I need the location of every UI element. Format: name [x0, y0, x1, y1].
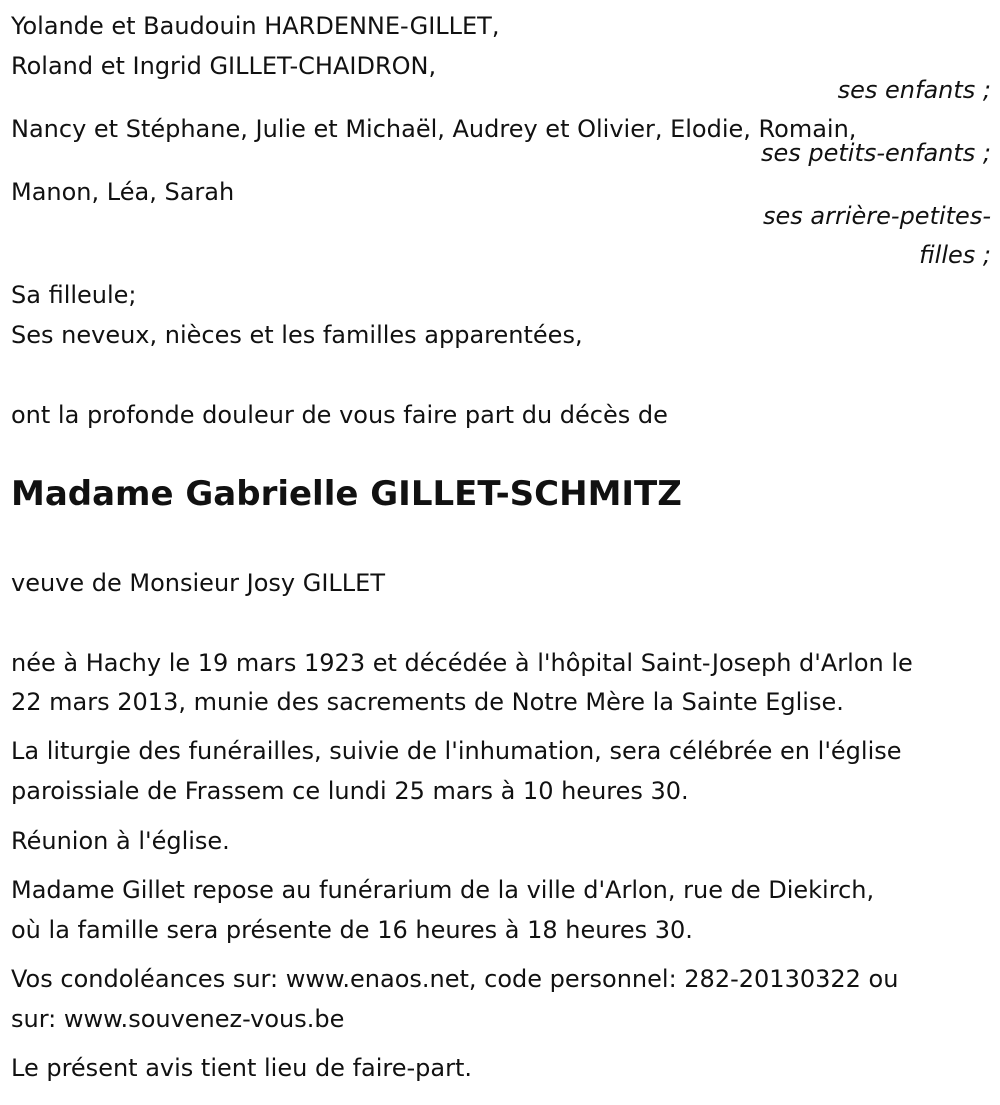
liturgy-line-2: paroissiale de Frassem ce lundi 25 mars à 10 heures 30.	[11, 777, 689, 805]
relatives-line: Ses neveux, nièces et les familles apparentées,	[11, 321, 583, 349]
grandchildren-label: ses petits-enfants ;	[760, 139, 991, 167]
goddaughter-line: Sa filleule;	[11, 281, 137, 309]
deceased-name: Madame Gabrielle GILLET-SCHMITZ	[11, 474, 682, 514]
liturgy-line-1: La liturgie des funérailles, suivie de l'inhumation, sera célébrée en l'église	[11, 737, 902, 765]
birth-death-line-1: née à Hachy le 19 mars 1923 et décédée à l'hôpital Saint-Joseph d'Arlon le	[11, 649, 913, 677]
widow-of-line: veuve de Monsieur Josy GILLET	[11, 569, 385, 597]
children-label: ses enfants ;	[837, 76, 991, 104]
announcement-line: ont la profonde douleur de vous faire part du décès de	[11, 401, 668, 429]
grandchildren-line: Nancy et Stéphane, Julie et Michaël, Audrey et Olivier, Elodie, Romain,	[11, 115, 857, 143]
great-grandchildren-label-1: ses arrière-petites-	[763, 202, 991, 230]
condolences-line-2: sur: www.souvenez-vous.be	[11, 1005, 345, 1033]
great-grandchildren-line: Manon, Léa, Sarah	[11, 178, 235, 206]
condolences-line-1: Vos condoléances sur: www.enaos.net, code personnel: 282-20130322 ou	[11, 965, 899, 993]
birth-death-line-2: 22 mars 2013, munie des sacrements de Notre Mère la Sainte Eglise.	[11, 688, 844, 716]
meeting-line: Réunion à l'église.	[11, 827, 230, 855]
funeral-home-line-2: où la famille sera présente de 16 heures à 18 heures 30.	[11, 916, 693, 944]
great-grandchildren-label-2: filles ;	[919, 241, 991, 269]
family-line-1: Yolande et Baudouin HARDENNE-GILLET,	[11, 12, 500, 40]
family-line-2: Roland et Ingrid GILLET-CHAIDRON,	[11, 52, 437, 80]
closing-line: Le présent avis tient lieu de faire-part.	[11, 1054, 473, 1082]
funeral-home-line-1: Madame Gillet repose au funérarium de la ville d'Arlon, rue de Diekirch,	[11, 876, 875, 904]
